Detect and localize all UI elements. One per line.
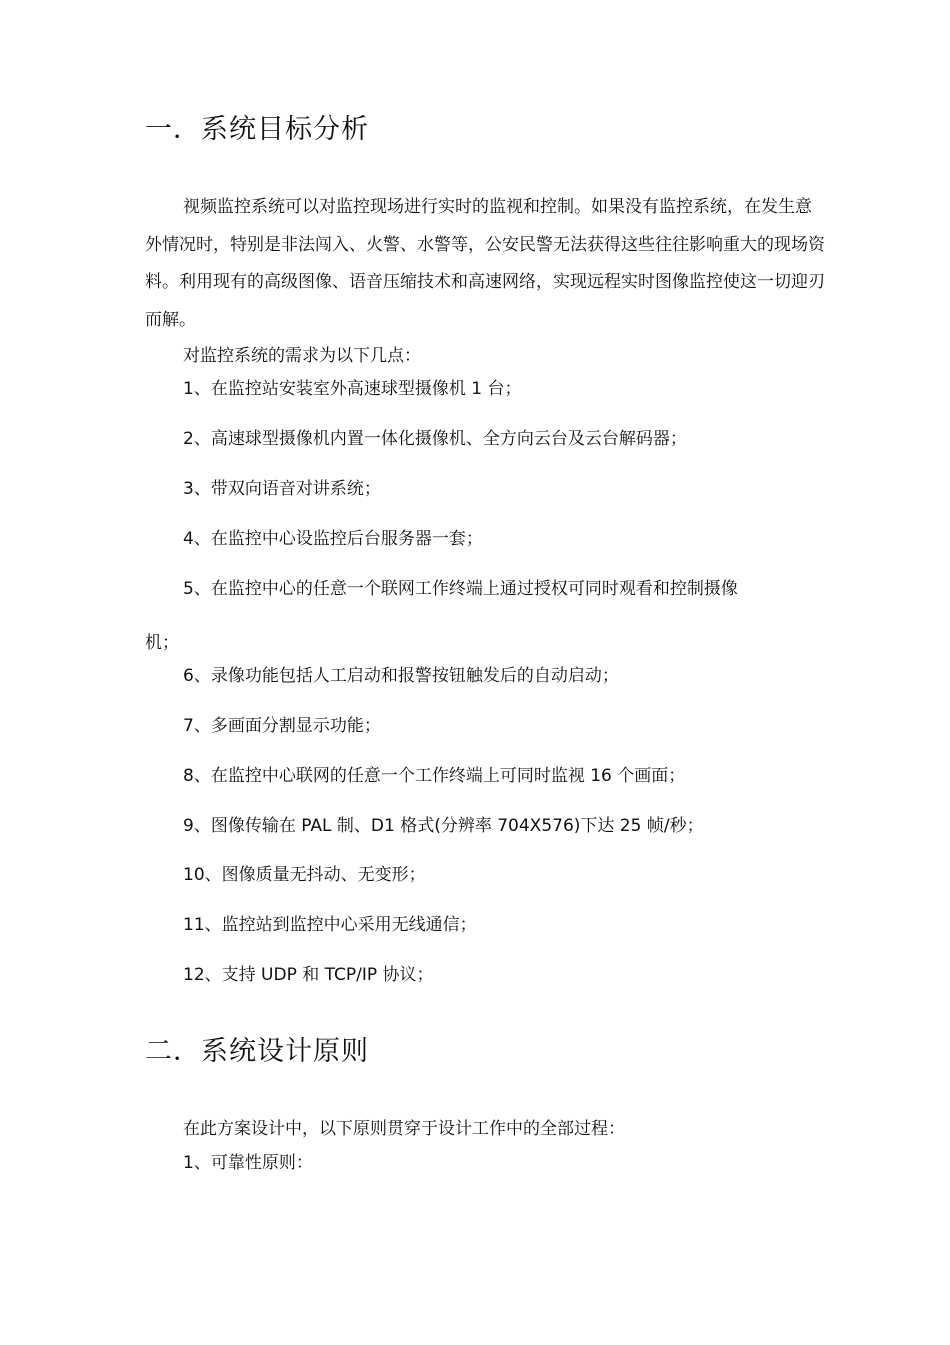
section-heading-2: 二．系统设计原则 xyxy=(145,1036,369,1067)
requirement-item-7: 7、多画面分割显示功能； xyxy=(183,716,381,736)
requirements-lead: 对监控系统的需求为以下几点： xyxy=(183,346,421,366)
requirement-item-5-continuation: 机； xyxy=(145,633,179,653)
principle-item-1: 1、可靠性原则： xyxy=(183,1153,313,1173)
requirement-item-10: 10、图像质量无抖动、无变形； xyxy=(183,865,426,885)
requirement-item-12: 12、支持 UDP 和 TCP/IP 协议； xyxy=(183,965,434,985)
requirement-item-5: 5、在监控中心的任意一个联网工作终端上通过授权可同时观看和控制摄像 xyxy=(183,579,738,599)
requirement-item-3: 3、带双向语音对讲系统； xyxy=(183,479,381,499)
requirement-item-11: 11、监控站到监控中心采用无线通信； xyxy=(183,915,477,935)
section2-intro-paragraph: 在此方案设计中，以下原则贯穿于设计工作中的全部过程： xyxy=(183,1119,625,1139)
requirement-item-4: 4、在监控中心设监控后台服务器一套； xyxy=(183,529,483,549)
requirement-item-2: 2、高速球型摄像机内置一体化摄像机、全方向云台及云台解码器； xyxy=(183,429,687,449)
requirement-item-9: 9、图像传输在 PAL 制、D1 格式(分辨率 704X576)下达 25 帧/秒； xyxy=(183,816,704,836)
requirement-item-8: 8、在监控中心联网的任意一个工作终端上可同时监视 16 个画面； xyxy=(183,766,686,786)
requirement-item-1: 1、在监控站安装室外高速球型摄像机 1 台； xyxy=(183,379,522,399)
section1-intro-paragraph: 视频监控系统可以对监控现场进行实时的监视和控制。如果没有监控系统，在发生意外情况时，特别是非法闯入、火警、水警等，公安民警无法获得这些往往影响重大的现场资料。利用现有的高级图像、语音压缩技术和高速网络，实现远程实时图像监控使这一切迎刃而解。 xyxy=(145,197,825,330)
section-heading-1: 一．系统目标分析 xyxy=(145,114,369,145)
requirement-item-6: 6、录像功能包括人工启动和报警按钮触发后的自动启动； xyxy=(183,666,619,686)
